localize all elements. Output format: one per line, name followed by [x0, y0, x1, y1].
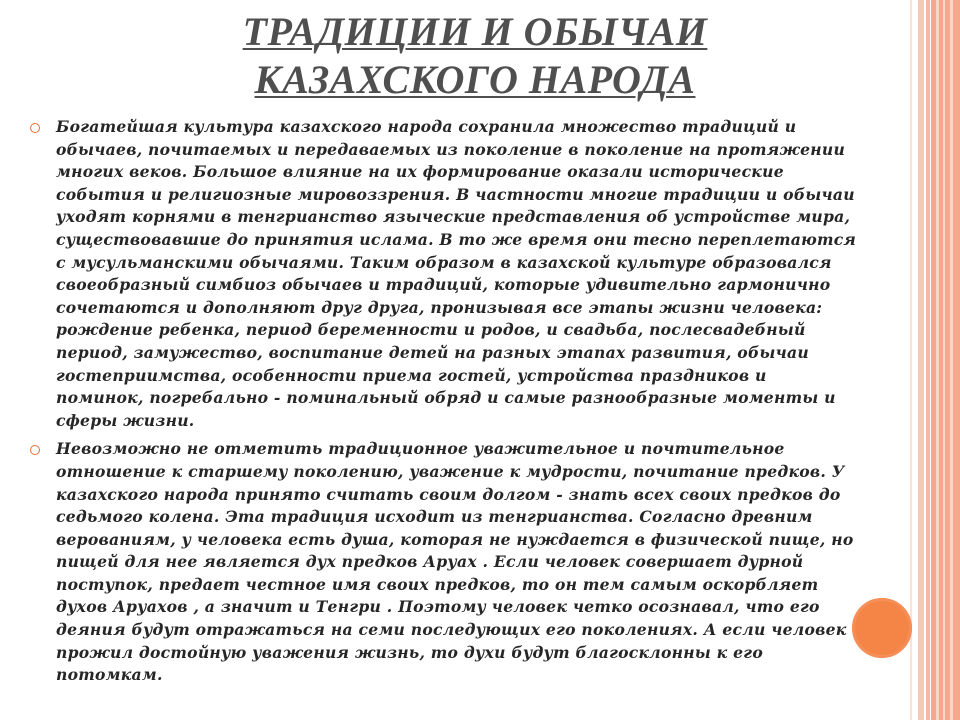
bullet-item [30, 116, 920, 432]
bullet-circle-icon [30, 445, 40, 455]
decor-stripe [943, 0, 945, 720]
slide-body [30, 116, 920, 693]
bullet-text: Богатейшая культура казахского народа сохранила множество традиций и обычаев, почитаемых и передаваемых из поколение в поколение на протяжении многих веков. Большое влияние на их формирование оказали исторические события и религиозные мировоззрения. В частности многие традиции и обычаи уходят корнями в тенгрианство языческие представления об устройстве мира, существовавшие до принятия ислама. В то же время они тесно переплетаются с мусульманскими обычаями. Таким образом в казахской культуре образовался своеобразный симбиоз обычаев и традиций, которые удивительно гармонично сочетаются и дополняют друг друга, пронизывая все этапы жизни человека: рождение ребенка, период беременности и родов, и свадьба, послесвадебный период, замужество, воспитание детей на разных этапах развития, обычаи гостеприимства, особенности приема гостей, устройства праздников и поминок, погребально - поминальный обряд и самые разнообразные моменты и сферы жизни. [56, 117, 857, 430]
slide-title: ТРАДИЦИИ И ОБЫЧАИ КАЗАХСКОГО НАРОДА [242, 9, 708, 102]
bullet-text: Невозможно не отметить традиционное уважительное и почтительное отношение к старшему поколению, уважение к мудрости, почитание предков. У казахского народа принято считать своим долгом - знать всех своих предков до седьмого колена. Эта традиция исходит из тенгрианства. Согласно древним верованиям, у человека есть душа, которая не нуждается в физической пище, но пищей для нее является дух предков Аруах . Если человек совершает дурной поступок, предает честное имя своих предков, то он тем самым оскорбляет духов Аруахов , а значит и Тенгри . Поэтому человек четко осознавал, что его деяния будут отражаться на семи последующих его поколениях. А если человек прожил достойную уважения жизнь, то духи будут благосклонны к его потомкам. [56, 439, 854, 685]
decor-stripe [926, 0, 930, 720]
bullet-item [30, 438, 920, 687]
decor-circle [852, 598, 912, 658]
bullet-circle-icon [30, 123, 40, 133]
decor-stripe [950, 0, 953, 720]
decor-stripe [936, 0, 939, 720]
